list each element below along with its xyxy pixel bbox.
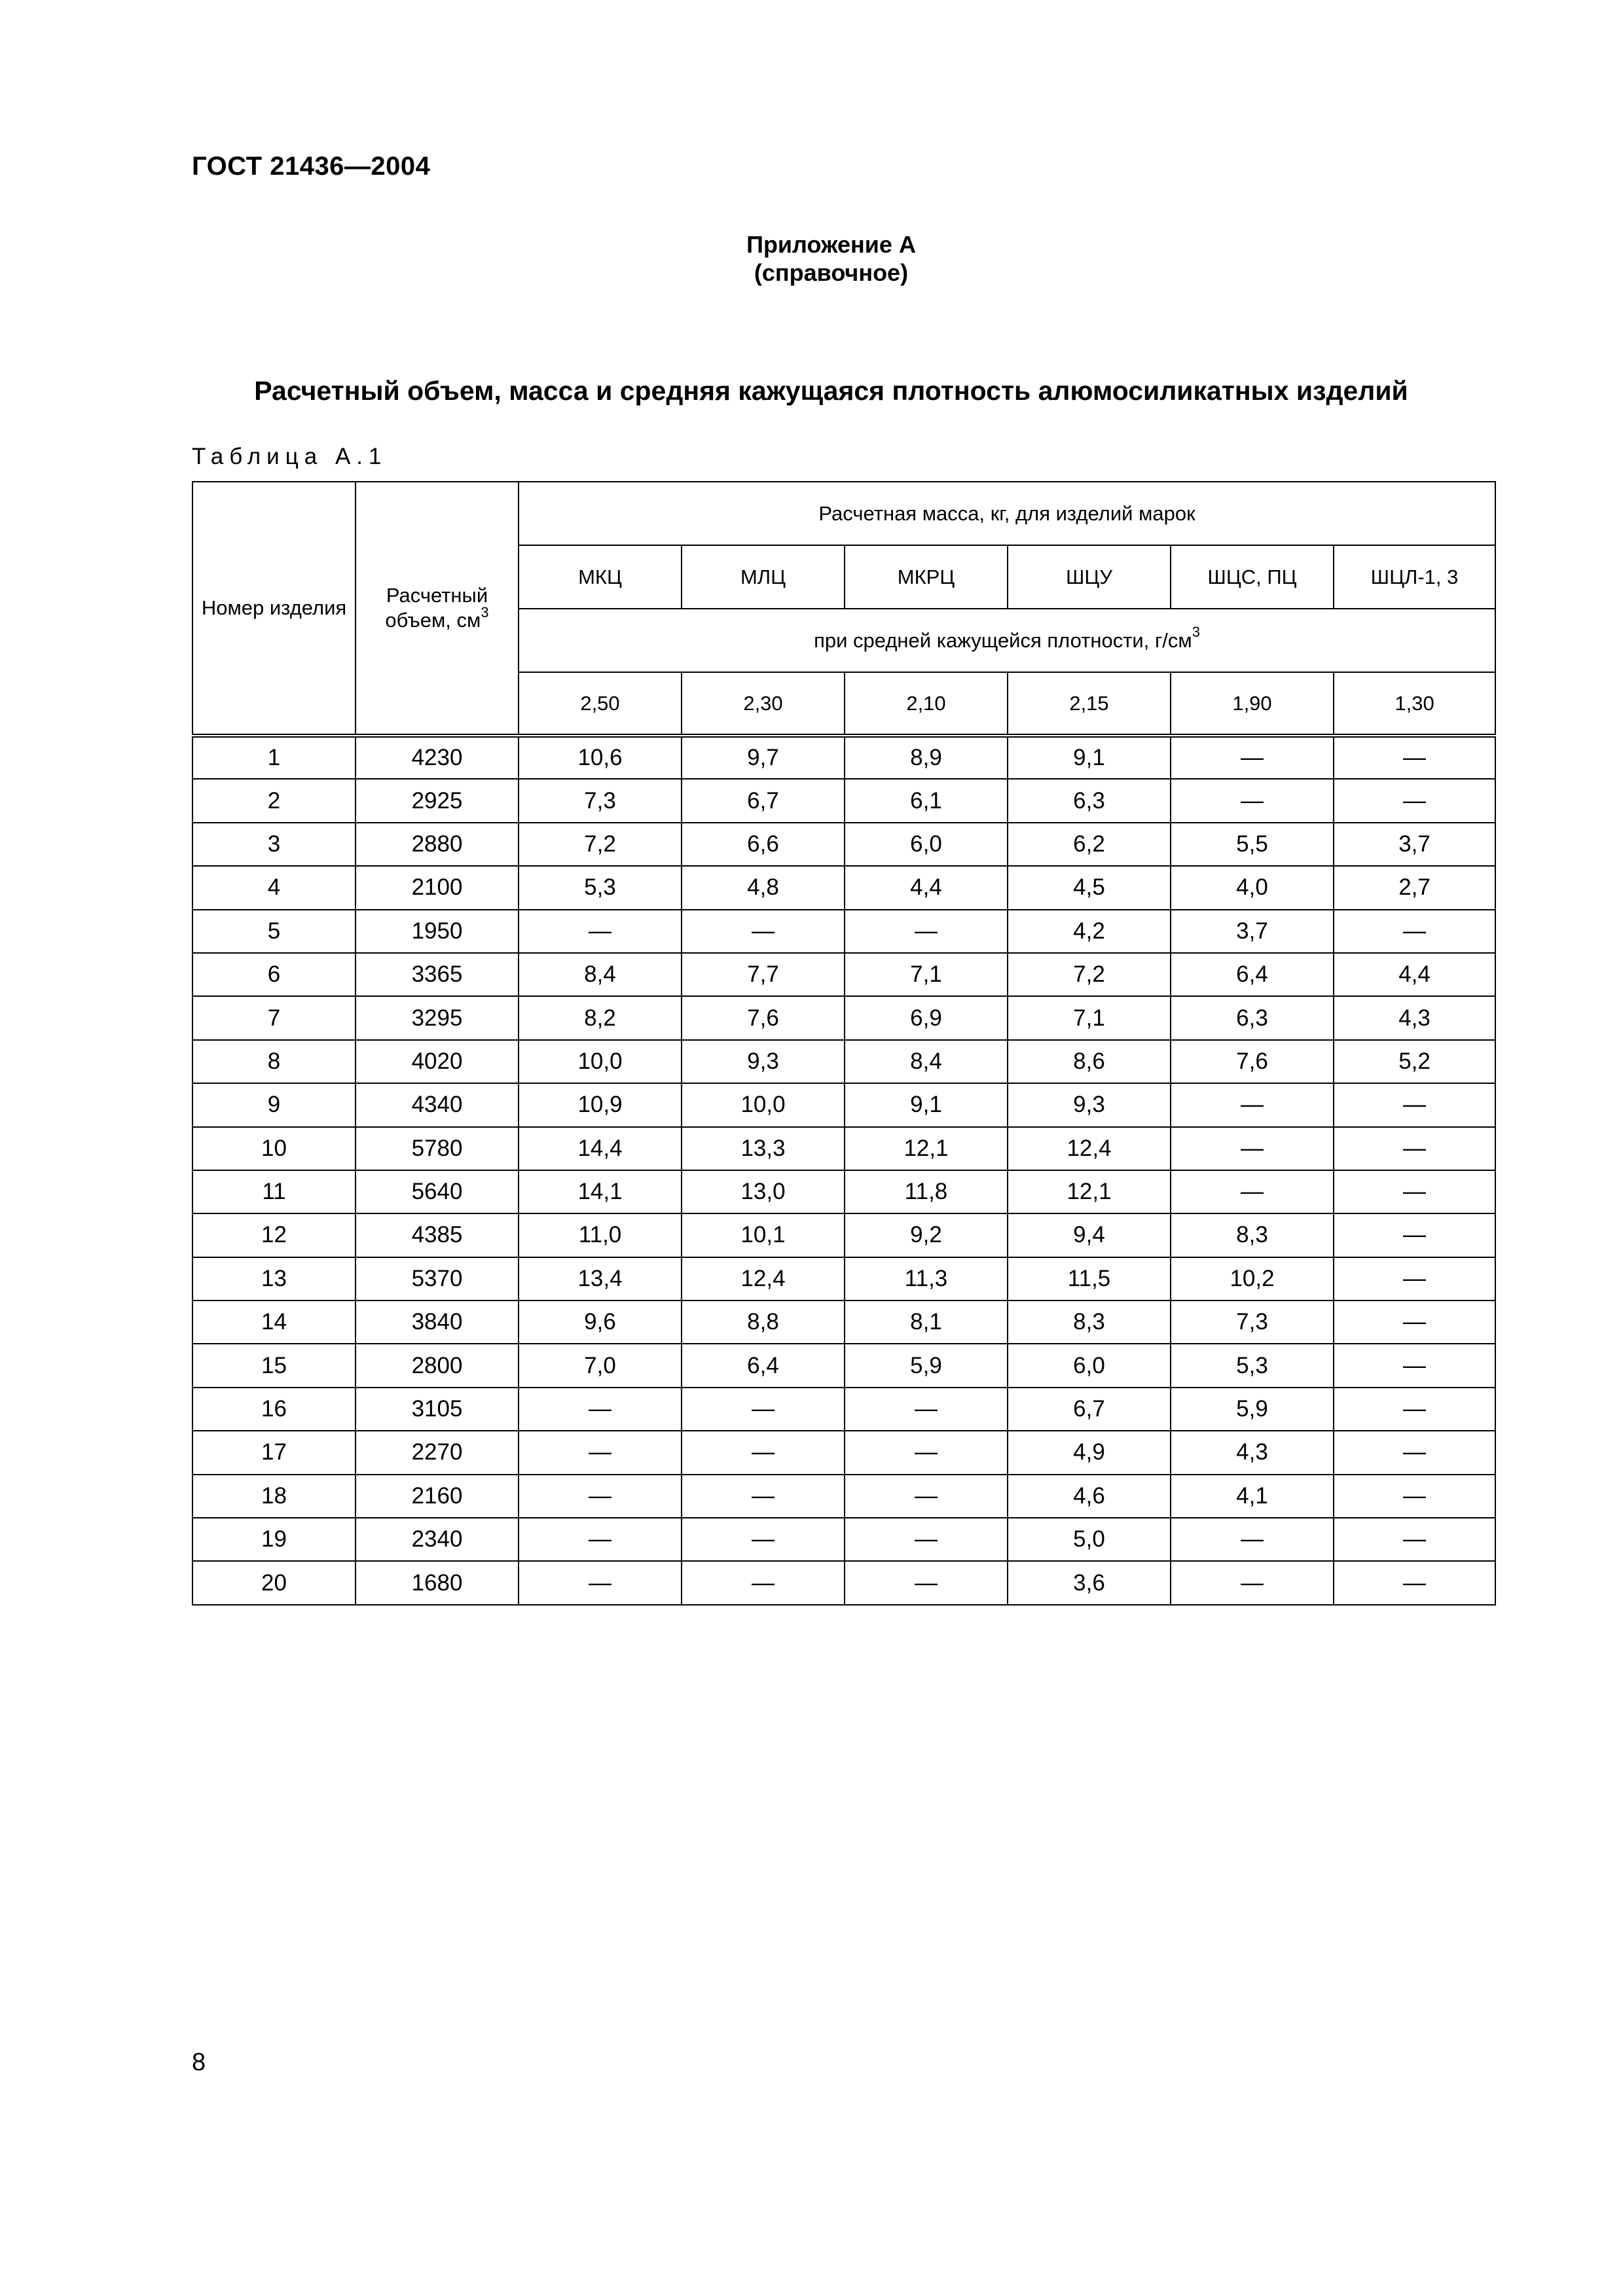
table-row (192, 1257, 1495, 1300)
item-number-cell: 17 (192, 1431, 356, 1474)
mass-cell: — (1334, 1388, 1495, 1431)
mass-cell: 14,4 (519, 1127, 682, 1170)
item-number-cell: 10 (192, 1127, 356, 1170)
mass-cell: 2,7 (1334, 866, 1495, 909)
item-number-cell: 8 (192, 1040, 356, 1083)
mass-cell: 10,9 (519, 1083, 682, 1126)
volume-cell: 2880 (356, 823, 519, 866)
mass-cell: 7,0 (519, 1344, 682, 1387)
mass-cell: — (845, 1475, 1008, 1518)
item-number-cell: 5 (192, 910, 356, 953)
mass-cell: 5,9 (1171, 1388, 1334, 1431)
mass-cell: — (682, 1561, 845, 1604)
mass-cell: — (682, 1518, 845, 1561)
item-number-cell: 11 (192, 1170, 356, 1213)
volume-cell: 1680 (356, 1561, 519, 1604)
mass-cell: — (519, 1388, 682, 1431)
appendix-subtitle: (справочное) (754, 259, 909, 286)
mass-cell: 9,3 (1008, 1083, 1171, 1126)
mass-cell: 4,4 (845, 866, 1008, 909)
mass-cell: — (682, 1431, 845, 1474)
mass-cell: — (682, 1475, 845, 1518)
header-density: 2,50 (519, 672, 682, 736)
mass-cell: — (845, 910, 1008, 953)
volume-cell: 1950 (356, 910, 519, 953)
mass-cell: 12,4 (682, 1257, 845, 1300)
mass-cell: 3,7 (1334, 823, 1495, 866)
volume-cell: 3105 (356, 1388, 519, 1431)
mass-cell: 7,1 (845, 953, 1008, 996)
mass-cell: 6,4 (1171, 953, 1334, 996)
mass-cell: 4,3 (1334, 996, 1495, 1039)
mass-cell: 8,9 (845, 736, 1008, 779)
header-brand: МЛЦ (682, 545, 845, 609)
mass-cell: 10,6 (519, 736, 682, 779)
mass-cell: 8,8 (682, 1300, 845, 1344)
header-density: 2,10 (845, 672, 1008, 736)
mass-cell: 11,8 (845, 1170, 1008, 1213)
mass-cell: 7,1 (1008, 996, 1171, 1039)
volume-cell: 2100 (356, 866, 519, 909)
mass-cell: — (519, 1475, 682, 1518)
mass-cell: — (1171, 1561, 1334, 1604)
table-row (192, 823, 1495, 866)
header-density: 1,30 (1334, 672, 1495, 736)
mass-cell: 8,6 (1008, 1040, 1171, 1083)
item-number-cell: 13 (192, 1257, 356, 1300)
item-number-cell: 20 (192, 1561, 356, 1604)
mass-cell: — (1334, 736, 1495, 779)
mass-cell: — (682, 1388, 845, 1431)
mass-cell: — (519, 1518, 682, 1561)
mass-cell: 10,0 (519, 1040, 682, 1083)
mass-cell: — (845, 1388, 1008, 1431)
mass-cell: 7,6 (682, 996, 845, 1039)
data-table (192, 481, 1496, 1605)
header-volume-sup: 3 (481, 603, 489, 620)
header-density-group (519, 609, 1495, 672)
volume-cell: 3840 (356, 1300, 519, 1344)
mass-cell: 11,5 (1008, 1257, 1171, 1300)
mass-cell: 6,6 (682, 823, 845, 866)
mass-cell: — (1171, 779, 1334, 822)
mass-cell: 4,1 (1171, 1475, 1334, 1518)
table-caption: Таблица А.1 (192, 444, 388, 469)
mass-cell: 3,7 (1171, 910, 1334, 953)
mass-cell: — (845, 1518, 1008, 1561)
volume-cell: 2160 (356, 1475, 519, 1518)
header-brand: МКРЦ (845, 545, 1008, 609)
volume-cell: 5640 (356, 1170, 519, 1213)
table-row (192, 1213, 1495, 1257)
header-brand: ШЦУ (1008, 545, 1171, 609)
header-item-number (192, 482, 356, 736)
mass-cell: 4,6 (1008, 1475, 1171, 1518)
item-number-cell: 4 (192, 866, 356, 909)
table-row (192, 1344, 1495, 1387)
mass-cell: 10,0 (682, 1083, 845, 1126)
mass-cell: 7,2 (519, 823, 682, 866)
volume-cell: 5370 (356, 1257, 519, 1300)
volume-cell: 4020 (356, 1040, 519, 1083)
header-volume-label: Расчетный объем, см (385, 584, 488, 632)
mass-cell: 9,3 (682, 1040, 845, 1083)
mass-cell: 12,1 (845, 1127, 1008, 1170)
table-row (192, 1083, 1495, 1126)
mass-cell: 8,1 (845, 1300, 1008, 1344)
mass-cell: 6,0 (1008, 1344, 1171, 1387)
mass-cell: 8,3 (1171, 1213, 1334, 1257)
mass-cell: — (1334, 1561, 1495, 1604)
mass-cell: 3,6 (1008, 1561, 1171, 1604)
table-row (192, 779, 1495, 822)
appendix-title: Приложение А (746, 231, 916, 258)
mass-cell: 9,1 (1008, 736, 1171, 779)
mass-cell: 4,9 (1008, 1431, 1171, 1474)
mass-cell: 4,4 (1334, 953, 1495, 996)
item-number-cell: 19 (192, 1518, 356, 1561)
mass-cell: 4,5 (1008, 866, 1171, 909)
volume-cell: 4385 (356, 1213, 519, 1257)
header-density-label: при средней кажущейся плотности, г/см (814, 628, 1192, 652)
mass-cell: 11,3 (845, 1257, 1008, 1300)
document-heading (0, 376, 1623, 406)
mass-cell: 7,3 (519, 779, 682, 822)
mass-cell: 9,6 (519, 1300, 682, 1344)
table-row (192, 1431, 1495, 1474)
mass-cell: 6,7 (682, 779, 845, 822)
mass-cell: 6,1 (845, 779, 1008, 822)
mass-cell: — (1334, 1431, 1495, 1474)
table-row (192, 996, 1495, 1039)
mass-cell: — (1334, 1300, 1495, 1344)
volume-cell: 2925 (356, 779, 519, 822)
mass-cell: — (519, 1431, 682, 1474)
mass-cell: — (682, 910, 845, 953)
header-density: 2,30 (682, 672, 845, 736)
mass-cell: 5,0 (1008, 1518, 1171, 1561)
mass-cell: 13,3 (682, 1127, 845, 1170)
item-number-cell: 2 (192, 779, 356, 822)
mass-cell: 6,0 (845, 823, 1008, 866)
mass-cell: — (1334, 1475, 1495, 1518)
mass-cell: 13,0 (682, 1170, 845, 1213)
item-number-cell: 14 (192, 1300, 356, 1344)
volume-cell: 2800 (356, 1344, 519, 1387)
mass-cell: 12,1 (1008, 1170, 1171, 1213)
mass-cell: — (845, 1561, 1008, 1604)
mass-cell: 8,4 (845, 1040, 1008, 1083)
mass-cell: 8,2 (519, 996, 682, 1039)
header-item-number-label: Номер изделия (201, 596, 347, 619)
mass-cell: 7,3 (1171, 1300, 1334, 1344)
mass-cell: — (1171, 1170, 1334, 1213)
mass-cell: 4,3 (1171, 1431, 1334, 1474)
document-code: ГОСТ 21436—2004 (192, 152, 431, 181)
mass-cell: — (1334, 1213, 1495, 1257)
mass-cell: 6,9 (845, 996, 1008, 1039)
mass-cell: 10,1 (682, 1213, 845, 1257)
mass-cell: — (1334, 779, 1495, 822)
table-body (192, 736, 1495, 1605)
mass-cell: — (1171, 1518, 1334, 1561)
mass-cell: — (519, 910, 682, 953)
mass-cell: 14,1 (519, 1170, 682, 1213)
mass-cell: 6,2 (1008, 823, 1171, 866)
mass-cell: 7,6 (1171, 1040, 1334, 1083)
table-row (192, 1518, 1495, 1561)
mass-cell: 5,3 (519, 866, 682, 909)
mass-cell: — (1334, 1083, 1495, 1126)
item-number-cell: 7 (192, 996, 356, 1039)
mass-cell: 9,7 (682, 736, 845, 779)
table-row (192, 1388, 1495, 1431)
table-row (192, 1561, 1495, 1604)
mass-cell: 11,0 (519, 1213, 682, 1257)
table-row (192, 1475, 1495, 1518)
item-number-cell: 3 (192, 823, 356, 866)
mass-cell: 4,8 (682, 866, 845, 909)
mass-cell: — (1334, 910, 1495, 953)
mass-cell: 8,4 (519, 953, 682, 996)
header-density: 2,15 (1008, 672, 1171, 736)
mass-cell: 9,1 (845, 1083, 1008, 1126)
table-row (192, 1127, 1495, 1170)
mass-cell: 7,7 (682, 953, 845, 996)
item-number-cell: 6 (192, 953, 356, 996)
mass-cell: — (1334, 1170, 1495, 1213)
mass-cell: 5,5 (1171, 823, 1334, 866)
volume-cell: 2340 (356, 1518, 519, 1561)
item-number-cell: 1 (192, 736, 356, 779)
mass-cell: 6,4 (682, 1344, 845, 1387)
mass-cell: — (1171, 736, 1334, 779)
mass-cell: — (1171, 1083, 1334, 1126)
mass-cell: 13,4 (519, 1257, 682, 1300)
mass-cell: 5,9 (845, 1344, 1008, 1387)
mass-cell: — (1334, 1127, 1495, 1170)
document-heading-text: Расчетный объем, масса и средняя кажущаяся плотность алюмосиликатных изделий (254, 376, 1408, 406)
table-row (192, 1170, 1495, 1213)
mass-cell: 7,2 (1008, 953, 1171, 996)
item-number-cell: 18 (192, 1475, 356, 1518)
header-mass-group: Расчетная масса, кг, для изделий марок (519, 482, 1495, 545)
mass-cell: 8,3 (1008, 1300, 1171, 1344)
appendix-header (0, 230, 1623, 287)
table-row (192, 953, 1495, 996)
item-number-cell: 12 (192, 1213, 356, 1257)
mass-cell: 5,2 (1334, 1040, 1495, 1083)
mass-cell: — (1334, 1518, 1495, 1561)
table-row (192, 1040, 1495, 1083)
page-number: 8 (192, 2049, 206, 2076)
mass-cell: — (1334, 1344, 1495, 1387)
mass-cell: — (519, 1561, 682, 1604)
mass-cell: 5,3 (1171, 1344, 1334, 1387)
mass-cell: 12,4 (1008, 1127, 1171, 1170)
mass-cell: — (845, 1431, 1008, 1474)
header-brand: ШЦЛ-1, 3 (1334, 545, 1495, 609)
volume-cell: 4230 (356, 736, 519, 779)
volume-cell: 3295 (356, 996, 519, 1039)
mass-cell: 6,7 (1008, 1388, 1171, 1431)
item-number-cell: 15 (192, 1344, 356, 1387)
volume-cell: 5780 (356, 1127, 519, 1170)
mass-cell: — (1171, 1127, 1334, 1170)
table-row (192, 910, 1495, 953)
mass-cell: — (1334, 1257, 1495, 1300)
volume-cell: 2270 (356, 1431, 519, 1474)
table-row (192, 736, 1495, 779)
volume-cell: 3365 (356, 953, 519, 996)
header-volume (356, 482, 519, 736)
header-brand: ШЦС, ПЦ (1171, 545, 1334, 609)
item-number-cell: 16 (192, 1388, 356, 1431)
volume-cell: 4340 (356, 1083, 519, 1126)
mass-cell: 9,4 (1008, 1213, 1171, 1257)
header-brand: МКЦ (519, 545, 682, 609)
mass-cell: 4,0 (1171, 866, 1334, 909)
mass-cell: 6,3 (1008, 779, 1171, 822)
item-number-cell: 9 (192, 1083, 356, 1126)
header-density-sup: 3 (1192, 624, 1200, 641)
mass-cell: 9,2 (845, 1213, 1008, 1257)
table-row (192, 1300, 1495, 1344)
mass-cell: 4,2 (1008, 910, 1171, 953)
mass-cell: 6,3 (1171, 996, 1334, 1039)
mass-cell: 10,2 (1171, 1257, 1334, 1300)
header-density: 1,90 (1171, 672, 1334, 736)
table-row (192, 866, 1495, 909)
